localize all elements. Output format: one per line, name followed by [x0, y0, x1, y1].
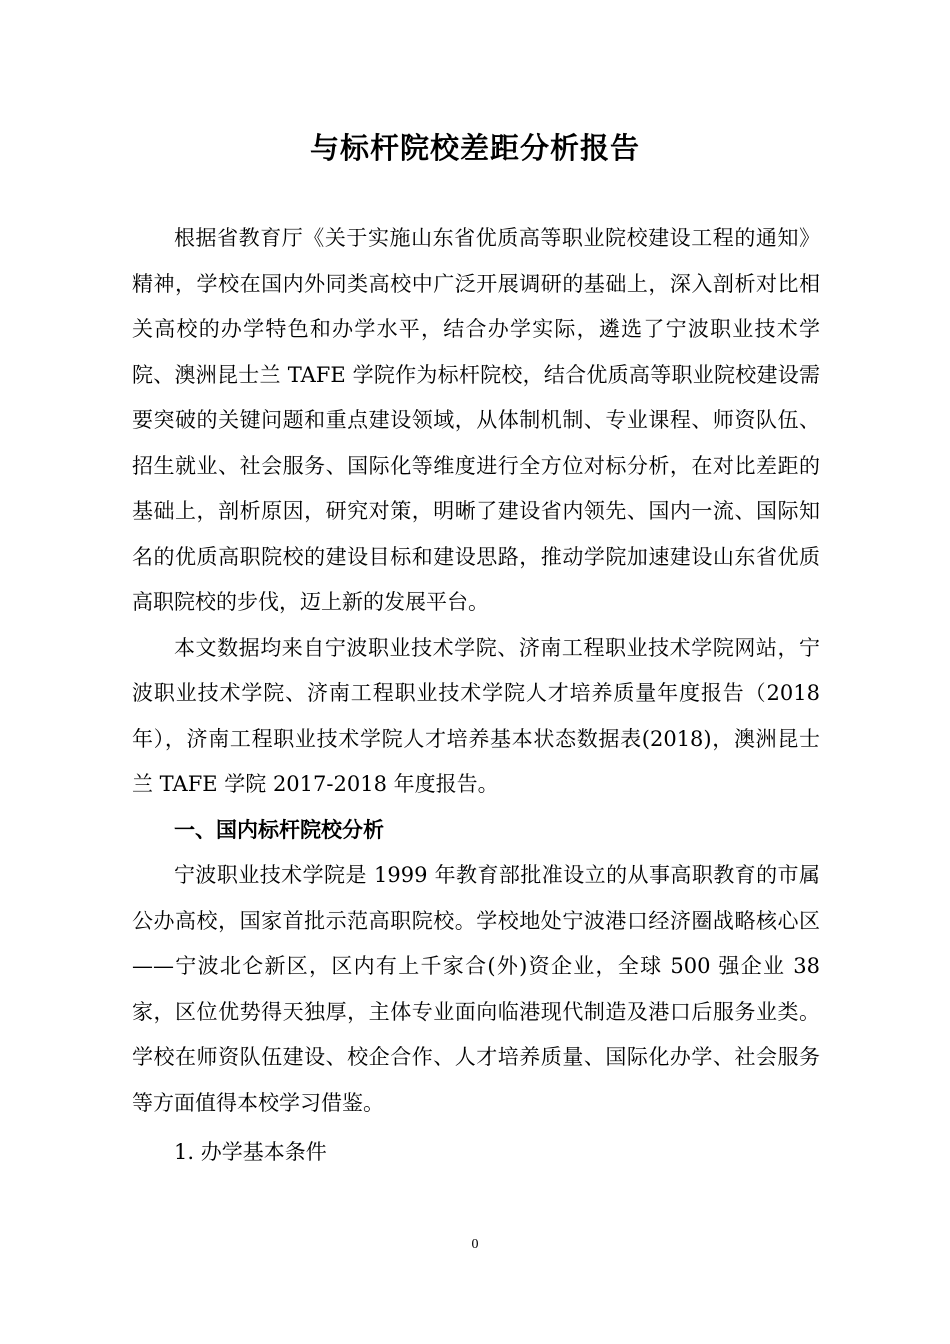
document-title: 与标杆院校差距分析报告 [309, 131, 640, 165]
section-heading: 一、国内标杆院校分析 [174, 817, 384, 842]
document-body [132, 216, 820, 1176]
data-source-paragraph: 本文数据均来自宁波职业技术学院、济南工程职业技术学院网站，宁波职业技术学院、济南工程职业技术学院人才培养质量年度报告（2018年），济南工程职业技术学院人才培养基本状态数据表(2018)，澳洲昆士兰 TAFE 学院 2017-2018 年度报告。 [132, 635, 820, 796]
subsection-heading: 1. 办学基本条件 [174, 1140, 327, 1164]
intro-paragraph: 根据省教育厅《关于实施山东省优质高等职业院校建设工程的通知》精神，学校在国内外同类高校中广泛开展调研的基础上，深入剖析对比相关高校的办学特色和办学水平，结合办学实际，遴选了宁波职业技术学院、澳洲昆士兰 TAFE 学院作为标杆院校，结合优质高等职业院校建设需要突破的关键问题和重点建设领域，从体制机制、专业课程、师资队伍、招生就业、社会服务、国际化等维度进行全方位对标分析，在对比差距的基础上，剖析原因，研究对策，明晰了建设省内领先、国内一流、国际知名的优质高职院校的建设目标和建设思路，推动学院加速建设山东省优质高职院校的步伐，迈上新的发展平台。 [132, 226, 820, 614]
section-paragraph: 宁波职业技术学院是 1999 年教育部批准设立的从事高职教育的市属公办高校，国家首批示范高职院校。学校地处宁波港口经济圈战略核心区——宁波北仑新区，区内有上千家合(外)资企业，全球 500 强企业 38 家，区位优势得天独厚，主体专业面向临港现代制造及港口后服务业类。学校在师资队伍建设、校企合作、人才培养质量、国际化办学、社会服务等方面值得本校学习借鉴。 [132, 863, 820, 1115]
page-number: 0 [471, 1237, 479, 1252]
